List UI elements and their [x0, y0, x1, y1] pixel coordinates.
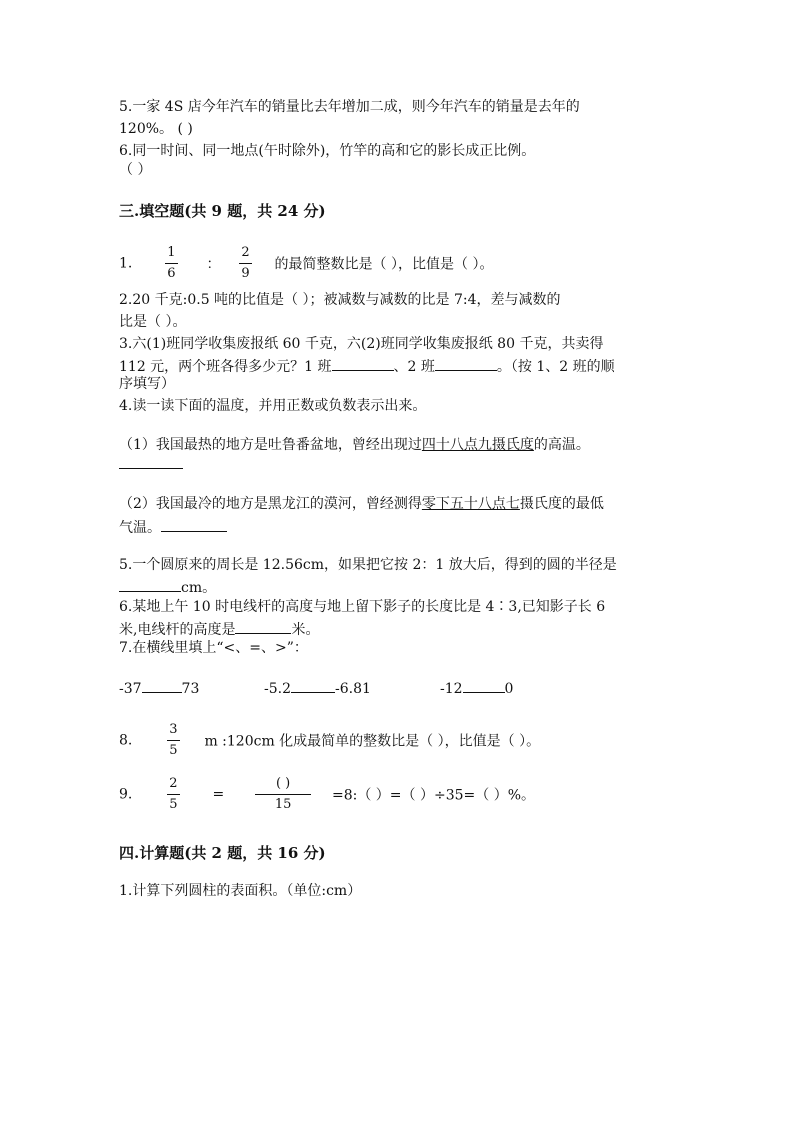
answer-blank[interactable] — [291, 677, 335, 693]
fill-q9-text: =8:（ ）=（ ）÷35=（ ）%。 — [332, 787, 536, 804]
answer-blank[interactable] — [119, 576, 181, 592]
answer-blank[interactable] — [161, 516, 227, 532]
section4-title: 四.计算题(共 2 题，共 16 分) — [119, 844, 326, 862]
fill-q1-num: 1. — [119, 255, 133, 272]
fill-q4-sub2-line2: 气温。 — [119, 516, 227, 538]
fill-q1 — [119, 245, 493, 282]
judge-q6-line1: 6.同一时间、同一地点(午时除外)，竹竿的高和它的影长成正比例。 — [119, 143, 536, 159]
fill-q8 — [119, 722, 540, 759]
section3-title: 三.填空题(共 9 题，共 24 分) — [119, 202, 326, 220]
fill-q7-compare-1: -37 73 — [119, 677, 199, 699]
equals-sign: = — [212, 786, 225, 803]
fraction-blank-15: $\frac{( )}{15}$ — [255, 776, 311, 813]
fraction-2-9: $\frac{2}{9}$ — [241, 245, 250, 281]
fill-q6-line2: 米,电线杆的高度是 米。 — [119, 618, 319, 640]
answer-blank[interactable] — [142, 677, 182, 693]
fill-q4-line1: 4.读一读下面的温度，并用正数或负数表示出来。 — [119, 398, 427, 414]
fill-q8-text: m :120cm 化成最简单的整数比是（ ），比值是（ ）。 — [204, 733, 541, 750]
fill-q4-sub2: （2）我国最冷的地方是黑龙江的漠河，曾经测得零下五十八点七摄氏度的最低 — [119, 496, 604, 512]
fill-q6-line1: 6.某地上午 10 时电线杆的高度与地上留下影子的长度比是 4∶3,已知影子长 6 — [119, 599, 606, 615]
answer-blank[interactable] — [235, 618, 291, 634]
fill-q7-compare-2: -5.2 -6.81 — [264, 677, 371, 699]
fill-q3-line3: 序填写） — [119, 376, 175, 392]
answer-blank[interactable] — [332, 355, 394, 371]
fill-q7-line1: 7.在横线里填上“<、=、>”： — [119, 640, 308, 656]
ratio-colon: ： — [206, 256, 221, 273]
fill-q3-line1: 3.六(1)班同学收集废报纸 60 千克，六(2)班同学收集废报纸 80 千克，共卖得 — [119, 336, 604, 352]
fraction-3-5: $\frac{3}{5}$ — [169, 722, 178, 758]
fraction-1-6: $\frac{1}{6}$ — [167, 245, 176, 281]
fill-q9-num: 9. — [119, 786, 133, 803]
fraction-2-5: $\frac{2}{5}$ — [169, 776, 178, 812]
fill-q1-text: 的最简整数比是（ ），比值是（ ）。 — [274, 256, 494, 273]
fill-q5-line1: 5.一个圆原来的周长是 12.56cm，如果把它按 2：1 放大后，得到的圆的半径是 — [119, 557, 617, 573]
fill-q3-line2: 112 元，两个班各得多少元？1 班 、2 班 。（按 1、2 班的顺 — [119, 355, 615, 377]
judge-q6-line2: （ ） — [119, 162, 152, 178]
fill-q4-sub1-answer[interactable] — [119, 453, 183, 475]
fill-q8-num: 8. — [119, 732, 133, 749]
judge-q5-line2: 120%。 ( ) — [119, 121, 193, 137]
fill-q5-line2: cm。 — [119, 576, 216, 598]
fill-q4-sub1: （1）我国最热的地方是吐鲁番盆地，曾经出现过四十八点九摄氏度的高温。 — [119, 437, 590, 453]
fill-q9 — [119, 776, 535, 813]
answer-blank[interactable] — [435, 355, 497, 371]
fill-q7-compare-3: -12 0 — [440, 677, 513, 699]
answer-blank[interactable] — [463, 677, 505, 693]
calc-q1: 1.计算下列圆柱的表面积。（单位:cm） — [119, 883, 362, 899]
judge-q5-line1: 5.一家 4S 店今年汽车的销量比去年增加二成，则今年汽车的销量是去年的 — [119, 99, 580, 115]
fill-q2-line1: 2.20 千克:0.5 吨的比值是（ ）；被减数与减数的比是 7:4，差与减数的 — [119, 292, 561, 308]
fill-q2-line2: 比是（ ）。 — [119, 314, 187, 330]
